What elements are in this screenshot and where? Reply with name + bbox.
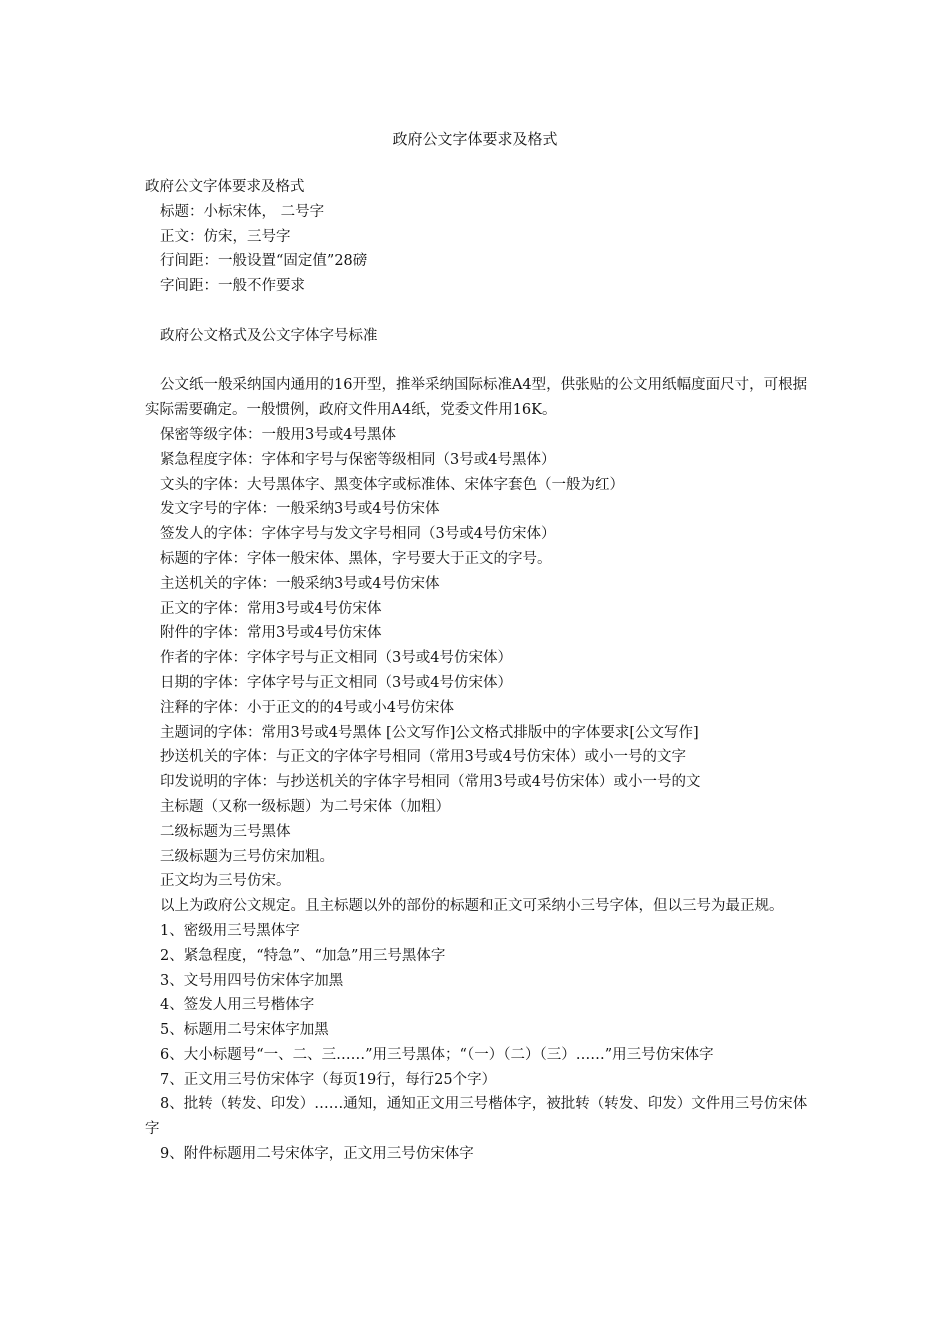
paragraph: 正文：仿宋，三号字: [160, 228, 291, 245]
paragraph: 抄送机关的字体：与正文的字体字号相同（常用3号或4号仿宋体）或小一号的文字: [160, 749, 686, 766]
paragraph: 标题的字体：字体一般宋体、黑体，字号要大于正文的字号。: [160, 550, 552, 567]
paragraph: 6、大小标题号“一、二、三……”用三号黑体；“（一）（二）（三）……”用三号仿宋体字: [160, 1046, 714, 1063]
paragraph: 日期的字体：字体字号与正文相同（3号或4号仿宋体）: [160, 674, 512, 691]
paragraph: 2、紧急程度，“特急”、“加急”用三号黑体字: [160, 947, 446, 964]
paragraph: 5、标题用二号宋体字加黑: [160, 1022, 329, 1039]
paragraph: 标题：小标宋体， 二号字: [160, 203, 325, 220]
paragraph: 行间距：一般设置“固定值”28磅: [160, 253, 368, 270]
paragraph: 政府公文格式及公文字体字号标准: [160, 327, 378, 344]
paragraph: 主标题（又称一级标题）为二号宋体（加粗）: [160, 798, 450, 815]
paragraph: 注释的字体：小于正文的的4号或小4号仿宋体: [160, 699, 454, 716]
paragraph: 主题词的字体：常用3号或4号黑体 [公文写作]公文格式排版中的字体要求[公文写作]: [160, 724, 699, 741]
paragraph: 文头的字体：大号黑体字、黑变体字或标准体、宋体字套色（一般为红）: [160, 476, 624, 493]
page-title: 政府公文字体要求及格式: [392, 130, 558, 148]
blank-line: [145, 349, 810, 374]
paragraph: 正文的字体：常用3号或4号仿宋体: [160, 600, 382, 617]
paragraph: 紧急程度字体：字体和字号与保密等级相同（3号或4号黑体）: [160, 451, 556, 468]
paragraph: 二级标题为三号黑体: [160, 823, 291, 840]
paragraph: 3、文号用四号仿宋体字加黑: [160, 972, 344, 989]
paragraph: 发文字号的字体：一般采纳3号或4号仿宋体: [160, 501, 440, 518]
paragraph: 保密等级字体：一般用3号或4号黑体: [160, 426, 396, 443]
paragraph: 9、附件标题用二号宋体字，正文用三号仿宋体字: [160, 1146, 474, 1163]
paragraph: 4、签发人用三号楷体字: [160, 997, 315, 1014]
paragraph: 三级标题为三号仿宋加粗。: [160, 848, 334, 865]
paragraph: 公文纸一般采纳国内通用的16开型，推举采纳国际标准A4型，供张贴的公文用纸幅度面尺寸，可根据实际需要确定。一般惯例，政府文件用A4纸，党委文件用16K。: [145, 377, 808, 419]
paragraph: 8、批转（转发、印发）……通知，通知正文用三号楷体字，被批转（转发、印发）文件用三号仿宋体字: [145, 1096, 808, 1138]
paragraph: 附件的字体：常用3号或4号仿宋体: [160, 625, 382, 642]
paragraph: 正文均为三号仿宋。: [160, 873, 291, 890]
paragraph: 7、正文用三号仿宋体字（每页19行，每行25个字）: [160, 1071, 497, 1088]
paragraph: 以上为政府公文规定。且主标题以外的部份的标题和正文可采纳小三号字体，但以三号为最正规。: [160, 898, 784, 915]
document-body: [145, 175, 810, 1167]
paragraph: 政府公文字体要求及格式: [145, 179, 305, 195]
paragraph: 1、密级用三号黑体字: [160, 922, 300, 939]
paragraph: 主送机关的字体：一般采纳3号或4号仿宋体: [160, 575, 440, 592]
paragraph: 作者的字体：字体字号与正文相同（3号或4号仿宋体）: [160, 650, 512, 667]
blank-line: [145, 299, 810, 324]
paragraph: 签发人的字体：字体字号与发文字号相同（3号或4号仿宋体）: [160, 526, 556, 543]
paragraph: 印发说明的字体：与抄送机关的字体字号相同（常用3号或4号仿宋体）或小一号的文: [160, 774, 701, 791]
paragraph: 字间距：一般不作要求: [160, 278, 305, 295]
